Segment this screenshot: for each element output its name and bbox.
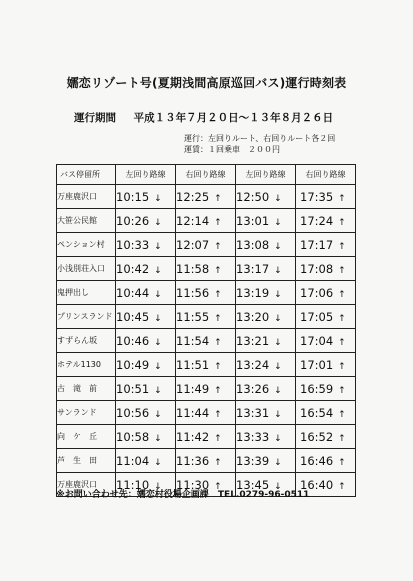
bus-stop-name: 万座鹿沢口 <box>57 185 116 209</box>
time-left-route-2: 13:33 ↓ <box>236 425 296 449</box>
page-title: 嬬恋リゾート号(夏期浅間高原巡回バス)運行時刻表 <box>66 76 347 90</box>
arrow-up-icon: ↑ <box>338 289 346 300</box>
operation-period <box>74 110 333 125</box>
contact-info <box>56 487 309 500</box>
time-right-route-1: 11:49 ↑ <box>176 377 236 401</box>
time-left-route-2: 13:20 ↓ <box>236 305 296 329</box>
arrow-down-icon: ↓ <box>274 193 282 204</box>
period-label: 運行期間 <box>74 112 116 124</box>
period-value: 平成１３年７月２０日～１３年８月２６日 <box>133 112 334 124</box>
arrow-down-icon: ↓ <box>274 241 282 252</box>
arrow-up-icon: ↑ <box>338 313 346 324</box>
arrow-up-icon: ↑ <box>214 457 222 468</box>
timetable-row <box>57 209 356 233</box>
arrow-up-icon: ↑ <box>214 241 222 252</box>
arrow-up-icon: ↑ <box>214 313 222 324</box>
contact-tel: TEL.0279-96-0511 <box>217 490 310 500</box>
timetable-row <box>57 377 356 401</box>
header-right-route-1: 右回り路線 <box>176 165 236 185</box>
time-left-route-1: 10:33 ↓ <box>116 233 176 257</box>
time-left-route-1: 10:42 ↓ <box>116 257 176 281</box>
arrow-down-icon: ↓ <box>154 289 162 300</box>
arrow-up-icon: ↑ <box>338 265 346 276</box>
timetable-row <box>57 257 356 281</box>
arrow-up-icon: ↑ <box>338 409 346 420</box>
arrow-up-icon: ↑ <box>338 217 346 228</box>
arrow-down-icon: ↓ <box>154 385 162 396</box>
time-right-route-1: 11:55 ↑ <box>176 305 236 329</box>
arrow-down-icon: ↓ <box>154 457 162 468</box>
bus-stop-name: 古 滝 前 <box>57 377 116 401</box>
time-left-route-2: 13:24 ↓ <box>236 353 296 377</box>
arrow-down-icon: ↓ <box>274 337 282 348</box>
bus-stop-name: 芦 生 田 <box>57 449 116 473</box>
header-left-route-1: 左回り路線 <box>116 165 176 185</box>
operation-info <box>184 133 335 155</box>
time-right-route-2: 16:54 ↑ <box>296 401 356 425</box>
bus-stop-name: プリンスランド <box>57 305 116 329</box>
time-left-route-1: 10:26 ↓ <box>116 209 176 233</box>
timetable-row <box>57 233 356 257</box>
time-left-route-1: 10:45 ↓ <box>116 305 176 329</box>
arrow-up-icon: ↑ <box>338 433 346 444</box>
time-left-route-2: 13:08 ↓ <box>236 233 296 257</box>
time-right-route-2: 17:35 ↑ <box>296 185 356 209</box>
bus-stop-name: 大笹公民館 <box>57 209 116 233</box>
bus-stop-name: 鬼押出し <box>57 281 116 305</box>
arrow-down-icon: ↓ <box>274 385 282 396</box>
time-left-route-1: 10:56 ↓ <box>116 401 176 425</box>
arrow-up-icon: ↑ <box>214 289 222 300</box>
time-right-route-2: 17:06 ↑ <box>296 281 356 305</box>
time-right-route-2: 17:08 ↑ <box>296 257 356 281</box>
time-left-route-1: 10:51 ↓ <box>116 377 176 401</box>
time-right-route-2: 16:46 ↑ <box>296 449 356 473</box>
time-left-route-1: 10:58 ↓ <box>116 425 176 449</box>
arrow-down-icon: ↓ <box>154 241 162 252</box>
arrow-up-icon: ↑ <box>214 409 222 420</box>
arrow-down-icon: ↓ <box>274 265 282 276</box>
time-right-route-1: 11:30 ↑ <box>176 473 236 497</box>
time-left-route-2: 13:39 ↓ <box>236 449 296 473</box>
time-left-route-2: 13:19 ↓ <box>236 281 296 305</box>
time-left-route-2: 12:50 ↓ <box>236 185 296 209</box>
contact-label: ※お問い合わせ先：嬬恋村役場企画課 <box>56 490 209 500</box>
time-left-route-1: 11:10 ↓ <box>116 473 176 497</box>
time-left-route-2: 13:01 ↓ <box>236 209 296 233</box>
arrow-down-icon: ↓ <box>274 361 282 372</box>
time-right-route-2: 16:59 ↑ <box>296 377 356 401</box>
arrow-down-icon: ↓ <box>154 313 162 324</box>
arrow-up-icon: ↑ <box>338 457 346 468</box>
arrow-down-icon: ↓ <box>274 409 282 420</box>
arrow-down-icon: ↓ <box>274 313 282 324</box>
timetable-row <box>57 353 356 377</box>
time-left-route-2: 13:21 ↓ <box>236 329 296 353</box>
time-right-route-1: 11:51 ↑ <box>176 353 236 377</box>
header-bus-stop: バス停留所 <box>57 165 116 185</box>
time-left-route-2: 13:45 ↓ <box>236 473 296 497</box>
bus-stop-name: 向 ケ 丘 <box>57 425 116 449</box>
bus-stop-name: ホテル1130 <box>57 353 116 377</box>
time-left-route-1: 10:44 ↓ <box>116 281 176 305</box>
time-left-route-1: 10:49 ↓ <box>116 353 176 377</box>
arrow-up-icon: ↑ <box>214 385 222 396</box>
time-right-route-1: 11:42 ↑ <box>176 425 236 449</box>
bus-stop-name: すずらん坂 <box>57 329 116 353</box>
timetable <box>56 164 356 497</box>
time-left-route-2: 13:26 ↓ <box>236 377 296 401</box>
time-right-route-1: 12:14 ↑ <box>176 209 236 233</box>
time-right-route-1: 11:36 ↑ <box>176 449 236 473</box>
timetable-row <box>57 425 356 449</box>
fare: 運賃：１回乗車 ２００円 <box>184 145 280 154</box>
time-left-route-2: 13:31 ↓ <box>236 401 296 425</box>
arrow-up-icon: ↑ <box>338 241 346 252</box>
arrow-down-icon: ↓ <box>274 481 282 492</box>
arrow-up-icon: ↑ <box>214 193 222 204</box>
time-right-route-2: 17:24 ↑ <box>296 209 356 233</box>
bus-stop-name: ペンション村 <box>57 233 116 257</box>
arrow-down-icon: ↓ <box>154 481 162 492</box>
arrow-up-icon: ↑ <box>338 193 346 204</box>
operation-routes: 運行：左回りルート、右回りルート各２回 <box>184 134 336 143</box>
timetable-row <box>57 329 356 353</box>
time-left-route-1: 10:15 ↓ <box>116 185 176 209</box>
header-right-route-2: 右回り路線 <box>296 165 356 185</box>
time-left-route-2: 13:17 ↓ <box>236 257 296 281</box>
time-left-route-1: 11:04 ↓ <box>116 449 176 473</box>
arrow-up-icon: ↑ <box>214 337 222 348</box>
arrow-up-icon: ↑ <box>338 385 346 396</box>
bus-stop-name: 小浅別荘入口 <box>57 257 116 281</box>
arrow-down-icon: ↓ <box>154 409 162 420</box>
timetable-header-row <box>57 165 356 185</box>
bus-stop-name: サンランド <box>57 401 116 425</box>
time-right-route-1: 12:07 ↑ <box>176 233 236 257</box>
time-right-route-2: 17:05 ↑ <box>296 305 356 329</box>
header-left-route-2: 左回り路線 <box>236 165 296 185</box>
timetable-body <box>57 185 356 497</box>
time-left-route-1: 10:46 ↓ <box>116 329 176 353</box>
arrow-down-icon: ↓ <box>274 217 282 228</box>
time-right-route-1: 11:54 ↑ <box>176 329 236 353</box>
time-right-route-2: 16:40 ↑ <box>296 473 356 497</box>
arrow-up-icon: ↑ <box>338 337 346 348</box>
arrow-up-icon: ↑ <box>214 481 222 492</box>
time-right-route-1: 11:58 ↑ <box>176 257 236 281</box>
arrow-down-icon: ↓ <box>274 433 282 444</box>
arrow-down-icon: ↓ <box>154 265 162 276</box>
arrow-up-icon: ↑ <box>214 361 222 372</box>
arrow-down-icon: ↓ <box>154 217 162 228</box>
time-right-route-2: 16:52 ↑ <box>296 425 356 449</box>
time-right-route-1: 12:25 ↑ <box>176 185 236 209</box>
bus-stop-name: 万座鹿沢口 <box>57 473 116 497</box>
arrow-up-icon: ↑ <box>214 217 222 228</box>
time-right-route-1: 11:44 ↑ <box>176 401 236 425</box>
time-right-route-2: 17:04 ↑ <box>296 329 356 353</box>
time-right-route-1: 11:56 ↑ <box>176 281 236 305</box>
arrow-up-icon: ↑ <box>338 481 346 492</box>
arrow-up-icon: ↑ <box>214 433 222 444</box>
timetable-row <box>57 281 356 305</box>
arrow-up-icon: ↑ <box>338 361 346 372</box>
timetable-row <box>57 449 356 473</box>
timetable-row <box>57 185 356 209</box>
time-right-route-2: 17:01 ↑ <box>296 353 356 377</box>
arrow-down-icon: ↓ <box>154 361 162 372</box>
arrow-down-icon: ↓ <box>154 193 162 204</box>
arrow-down-icon: ↓ <box>154 337 162 348</box>
timetable-row <box>57 305 356 329</box>
arrow-up-icon: ↑ <box>214 265 222 276</box>
timetable-row <box>57 401 356 425</box>
arrow-down-icon: ↓ <box>154 433 162 444</box>
arrow-down-icon: ↓ <box>274 457 282 468</box>
arrow-down-icon: ↓ <box>274 289 282 300</box>
time-right-route-2: 17:17 ↑ <box>296 233 356 257</box>
